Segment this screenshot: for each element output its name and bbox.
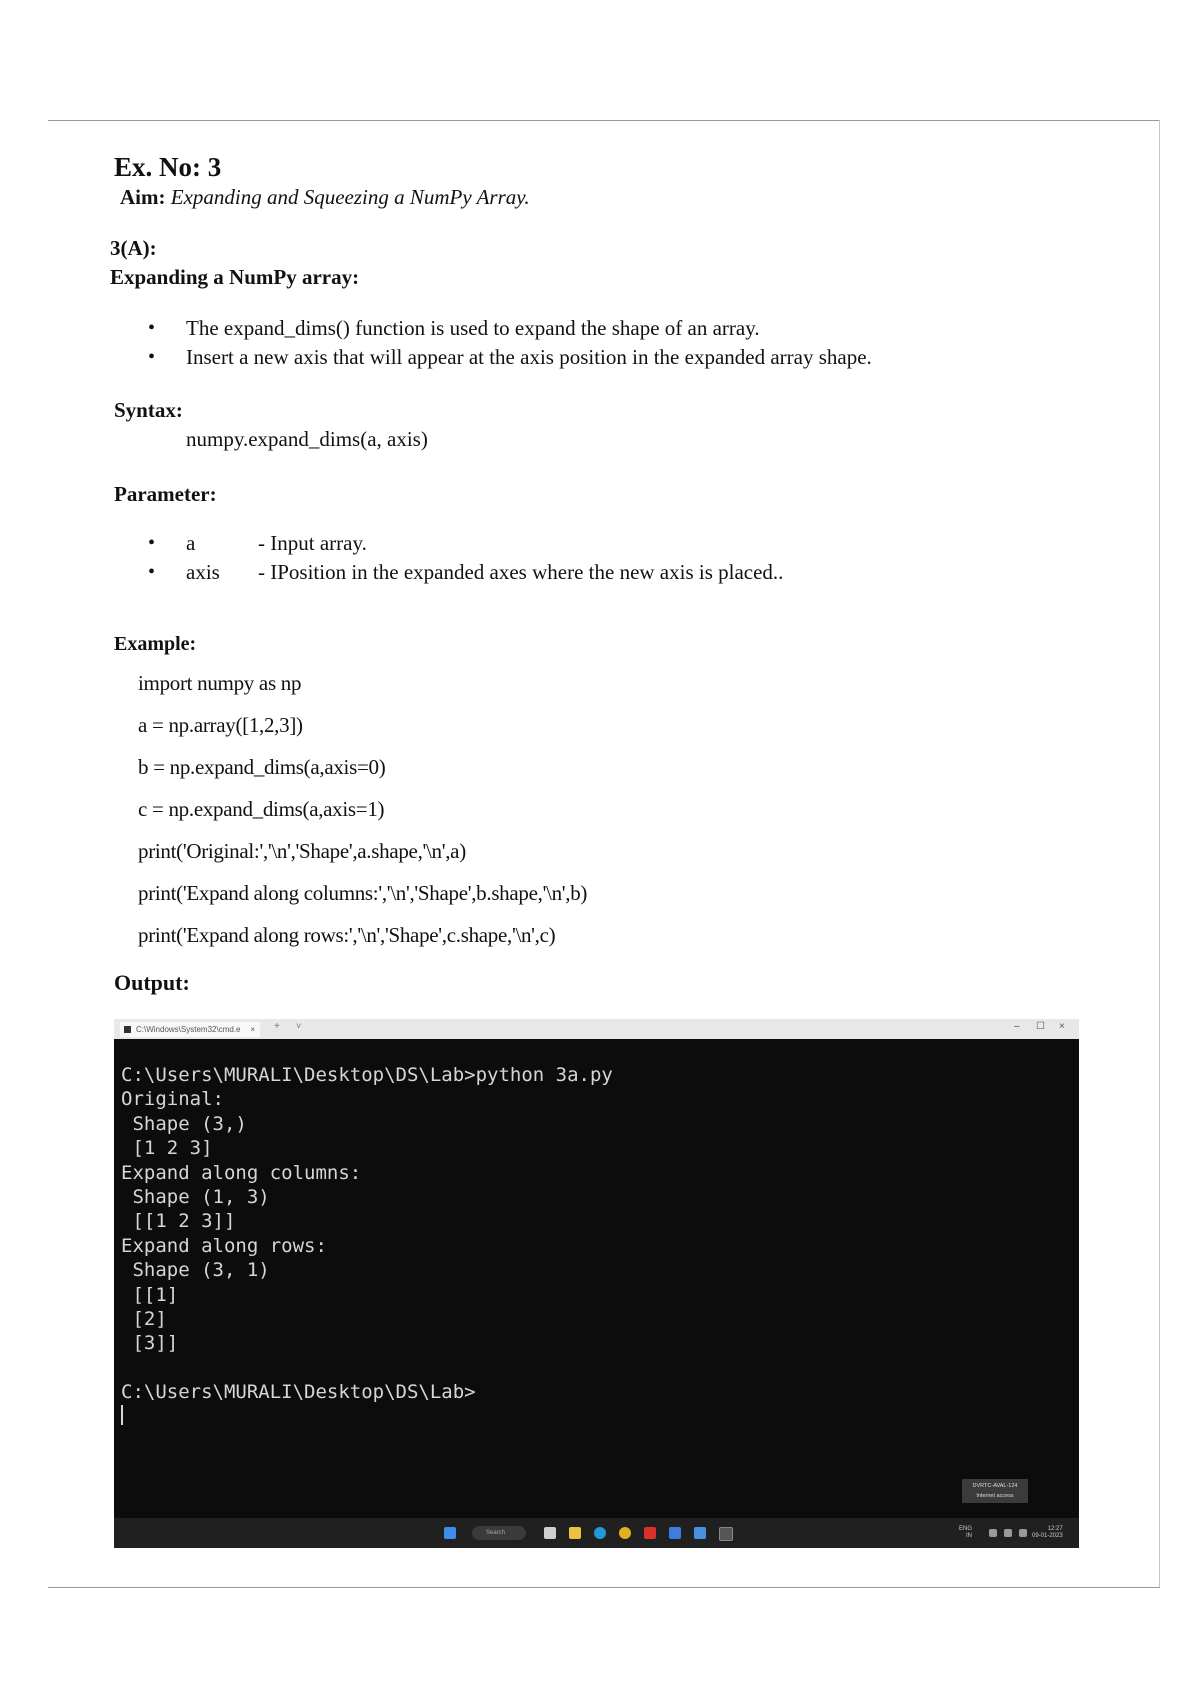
- parameter-name: • a: [186, 531, 196, 555]
- volume-icon[interactable]: [1004, 1529, 1012, 1537]
- terminal-prompt: C:\Users\MURALI\Desktop\DS\Lab>: [121, 1381, 476, 1404]
- terminal-line: Shape (3, 1): [121, 1259, 270, 1282]
- minimize-icon[interactable]: –: [1014, 1021, 1020, 1032]
- output-heading: Output:: [114, 970, 190, 995]
- page-top-rule: [48, 120, 1160, 121]
- code-line: print('Expand along columns:','\n','Shape',b.shape,'\n',b): [138, 881, 588, 905]
- description-bullets: [110, 314, 1110, 372]
- page-bottom-rule: [48, 1587, 1160, 1588]
- file-explorer-icon[interactable]: [569, 1527, 581, 1539]
- new-tab-icon[interactable]: +: [274, 1021, 280, 1032]
- bullet-item: • The expand_dims() function is used to expand the shape of an array.: [186, 314, 1110, 343]
- terminal-line: [1 2 3]: [121, 1137, 213, 1160]
- terminal-output[interactable]: [121, 1063, 613, 1425]
- tray-region-label: IN: [966, 1533, 973, 1539]
- notes-app-icon[interactable]: [694, 1527, 706, 1539]
- taskbar-search[interactable]: Search: [472, 1526, 526, 1540]
- code-line: print('Original:','\n','Shape',a.shape,'\n',a): [138, 839, 466, 863]
- parameter-list: [110, 529, 1110, 587]
- example-code: [110, 662, 1110, 956]
- terminal-tab-bar: [114, 1019, 1079, 1039]
- battery-icon[interactable]: [1019, 1529, 1027, 1537]
- parameter-item: [186, 558, 1110, 587]
- chevron-down-icon[interactable]: ˅: [296, 1021, 302, 1031]
- terminal-tab[interactable]: [120, 1022, 260, 1037]
- section-title: Expanding a NumPy array:: [110, 265, 360, 289]
- syntax-heading: Syntax:: [114, 398, 183, 422]
- chrome-browser-icon[interactable]: [619, 1527, 631, 1539]
- terminal-app-icon[interactable]: [719, 1527, 733, 1541]
- code-line: print('Expand along rows:','\n','Shape',c.shape,'\n',c): [138, 923, 556, 947]
- app-icon[interactable]: [669, 1527, 681, 1539]
- parameter-name: • axis: [186, 560, 220, 584]
- tray-language[interactable]: [959, 1526, 972, 1540]
- tray-clock[interactable]: [1032, 1526, 1063, 1540]
- parameter-desc: - Input array.: [258, 531, 367, 555]
- example-heading: Example:: [114, 633, 197, 655]
- terminal-line: Expand along columns:: [121, 1161, 362, 1184]
- aim-label: Aim:: [120, 185, 166, 209]
- terminal-line: Shape (3,): [121, 1112, 247, 1135]
- page-right-border: [1159, 120, 1160, 1587]
- pdf-reader-icon[interactable]: [644, 1527, 656, 1539]
- code-line: import numpy as np: [138, 671, 302, 695]
- maximize-icon[interactable]: ☐: [1036, 1021, 1045, 1032]
- toast-line: DVRTC-AVAL-124: [972, 1483, 1018, 1489]
- terminal-line: [[1]: [121, 1283, 179, 1306]
- aim-line: [120, 185, 1110, 210]
- terminal-line: [2]: [121, 1308, 167, 1331]
- terminal-prompt-line: [121, 1380, 613, 1424]
- tray-time: 12:27: [1047, 1526, 1063, 1532]
- terminal-line: [3]]: [121, 1332, 179, 1355]
- parameter-desc: - IPosition in the expanded axes where the new axis is placed..: [258, 560, 784, 584]
- task-view-icon[interactable]: [544, 1527, 556, 1539]
- windows-start-icon[interactable]: [444, 1527, 456, 1539]
- tray-date: 09-01-2023: [1032, 1533, 1063, 1539]
- aim-text: Expanding and Squeezing a NumPy Array.: [170, 185, 530, 209]
- windows-taskbar: [114, 1518, 1079, 1548]
- terminal-screenshot: [114, 1019, 1079, 1548]
- terminal-line: [121, 1356, 613, 1380]
- wifi-icon[interactable]: [989, 1529, 997, 1537]
- parameter-item: [186, 529, 1110, 558]
- text-cursor: [121, 1405, 123, 1425]
- terminal-tab-title: C:\Windows\System32\cmd.e: [136, 1025, 241, 1034]
- network-toast: [962, 1479, 1028, 1503]
- bullet-item: • Insert a new axis that will appear at the axis position in the expanded array shape.: [186, 343, 1110, 372]
- code-line: b = np.expand_dims(a,axis=0): [138, 755, 386, 779]
- document-body: [110, 152, 1110, 996]
- close-icon[interactable]: ×: [1059, 1021, 1065, 1032]
- section-id: 3(A):: [110, 236, 157, 260]
- tray-lang-label: ENG: [959, 1526, 973, 1532]
- terminal-line: C:\Users\MURALI\Desktop\DS\Lab>python 3a.py: [121, 1064, 613, 1086]
- code-line: a = np.array([1,2,3]): [138, 713, 303, 737]
- parameter-heading: Parameter:: [114, 482, 217, 506]
- terminal-line: [[1 2 3]]: [121, 1210, 236, 1233]
- terminal-line: Expand along rows:: [121, 1234, 327, 1257]
- exercise-number: Ex. No: 3: [114, 152, 222, 182]
- cmd-icon: [124, 1026, 131, 1033]
- edge-browser-icon[interactable]: [594, 1527, 606, 1539]
- terminal-line: Original:: [121, 1088, 224, 1111]
- code-line: c = np.expand_dims(a,axis=1): [138, 797, 385, 821]
- tab-close-icon[interactable]: ×: [250, 1025, 255, 1034]
- toast-line: Internet access: [976, 1493, 1014, 1499]
- syntax-code: numpy.expand_dims(a, axis): [186, 427, 428, 451]
- terminal-line: Shape (1, 3): [121, 1186, 270, 1209]
